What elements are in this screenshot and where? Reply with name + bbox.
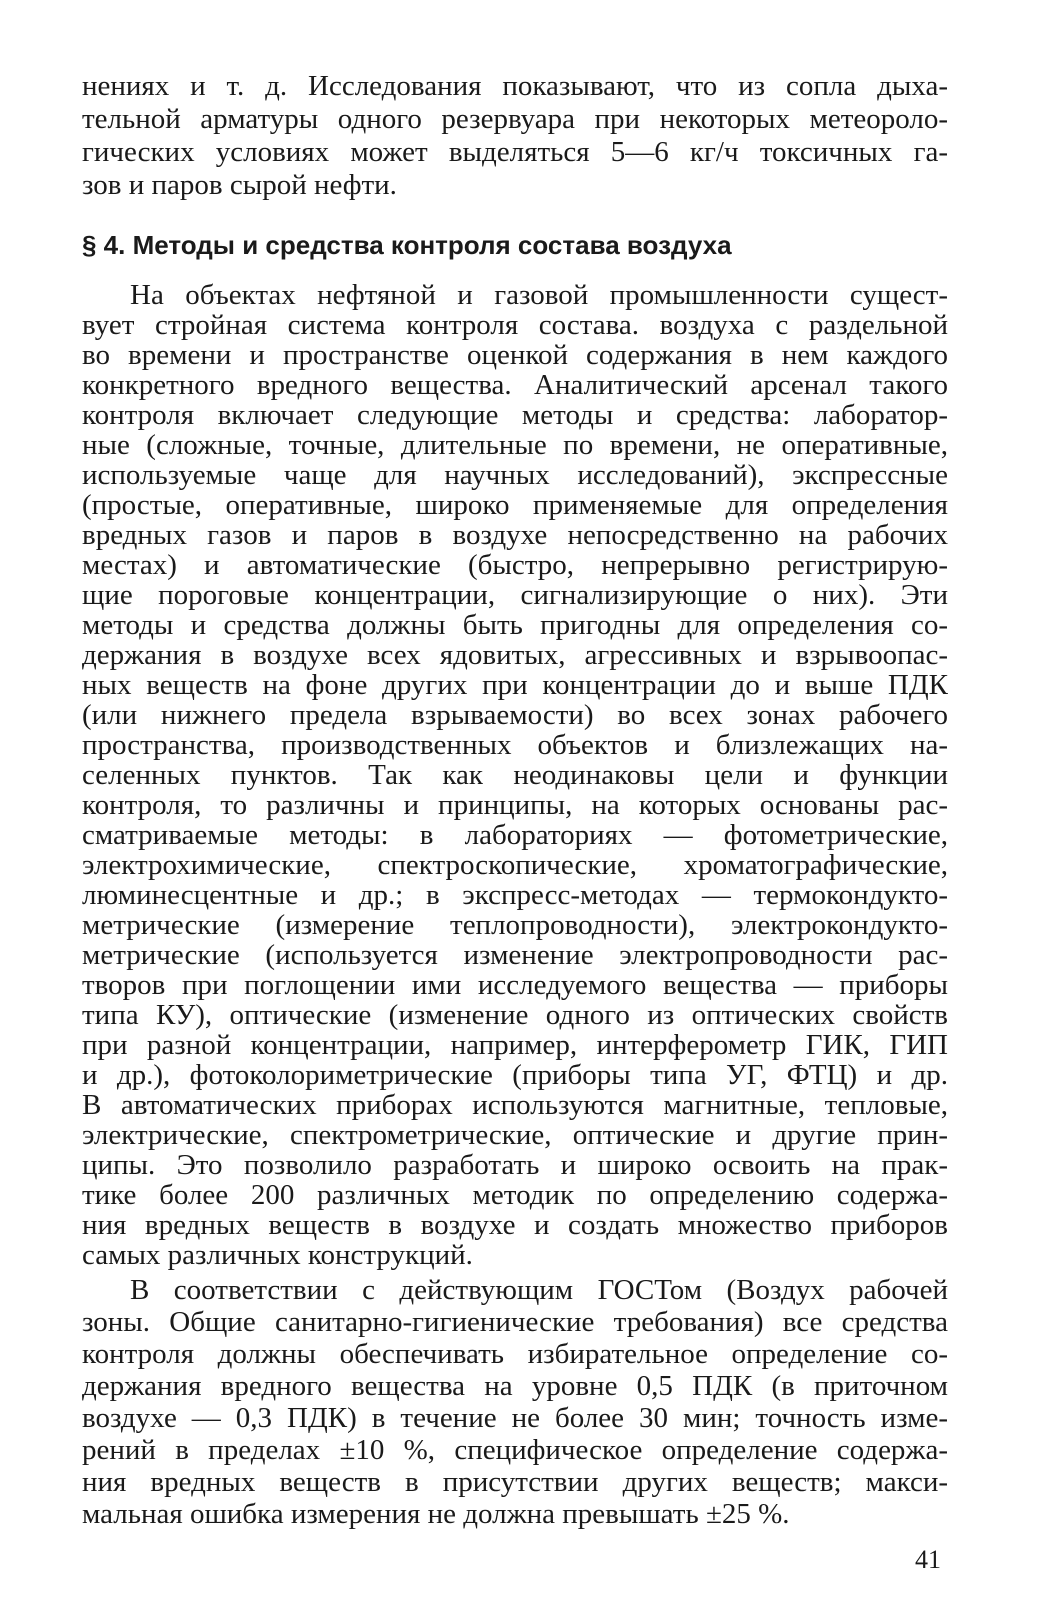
text-line: при разной концентрации, например, интерферометр ГИК, ГИП (82, 1029, 948, 1061)
text-line: электрохимические, спектроскопические, хроматографические, (82, 849, 948, 881)
text-line: самых различных конструкций. (82, 1239, 473, 1271)
text-line: (или нижнего предела взрываемости) во всех зонах рабочего (82, 699, 948, 731)
text-line: контроля, то различны и принципы, на которых основаны рас- (82, 789, 948, 821)
section-heading: § 4. Методы и средства контроля состава воздуха (82, 230, 732, 260)
page-number: 41 (915, 1545, 941, 1574)
text-line: местах) и автоматические (быстро, непрерывно регистрирую- (82, 549, 948, 581)
text-line: методы и средства должны быть пригодны для определения со- (82, 609, 948, 641)
text-line: зов и паров сырой нефти. (82, 169, 397, 201)
text-line: контроля включает следующие методы и средства: лаборатор- (82, 399, 948, 431)
text-line: На объектах нефтяной и газовой промышленности сущест- (130, 279, 948, 311)
text-line: мальная ошибка измерения не должна превышать ±25 %. (82, 1498, 790, 1530)
text-line: ния вредных веществ в воздухе и создать множество приборов (82, 1209, 948, 1241)
text-line: ные (сложные, точные, длительные по времени, не оперативные, (82, 429, 948, 461)
text-line: (простые, оперативные, широко применяемые для определения (82, 489, 948, 521)
text-line: метрические (используется изменение электропроводности рас- (82, 939, 948, 971)
text-line: пространства, производственных объектов и близлежащих на- (82, 729, 948, 761)
text-line: типа КУ), оптические (изменение одного из оптических свойств (82, 999, 948, 1031)
text-line: селенных пунктов. Так как неодинаковы цели и функции (82, 759, 948, 791)
text-line: конкретного вредного вещества. Аналитический арсенал такого (82, 369, 948, 401)
text-line: ния вредных веществ в присутствии других веществ; макси- (82, 1466, 948, 1498)
text-line: тельной арматуры одного резервуара при некоторых метеороло- (82, 103, 948, 135)
text-line: тике более 200 различных методик по определению содержа- (82, 1179, 948, 1211)
text-line: контроля должны обеспечивать избирательное определение со- (82, 1338, 948, 1370)
text-line: В соответствии с действующим ГОСТом (Воздух рабочей (130, 1274, 948, 1306)
text-line: воздухе — 0,3 ПДК) в течение не более 30 мин; точность изме- (82, 1402, 948, 1434)
text-line: ципы. Это позволило разработать и широко освоить на прак- (82, 1149, 948, 1181)
text-line: во времени и пространстве оценкой содержания в нем каждого (82, 339, 948, 371)
text-line: В автоматических приборах используются магнитные, тепловые, (82, 1089, 948, 1121)
text-line: используемые чаще для научных исследований), экспрессные (82, 459, 948, 491)
text-line: щие пороговые концентрации, сигнализирующие о них). Эти (82, 579, 948, 611)
text-line: и др.), фотоколориметрические (приборы типа УГ, ФТЦ) и др. (82, 1059, 948, 1091)
text-line: метрические (измерение теплопроводности), электрокондукто- (82, 909, 948, 941)
text-line: держания вредного вещества на уровне 0,5 ПДК (в приточном (82, 1370, 948, 1402)
text-line: электрические, спектрометрические, оптические и другие прин- (82, 1119, 948, 1151)
text-line: вредных газов и паров в воздухе непосредственно на рабочих (82, 519, 948, 551)
text-line: нениях и т. д. Исследования показывают, что из сопла дыха- (82, 70, 948, 102)
text-line: рений в пределах ±10 %, специфическое определение содержа- (82, 1434, 948, 1466)
text-line: сматриваемые методы: в лабораториях — фотометрические, (82, 819, 948, 851)
text-line: творов при поглощении ими исследуемого вещества — приборы (82, 969, 948, 1001)
text-line: зоны. Общие санитарно-гигиенические требования) все средства (82, 1306, 948, 1338)
text-line: держания в воздухе всех ядовитых, агрессивных и взрывоопас- (82, 639, 948, 671)
text-line: люминесцентные и др.; в экспресс-методах — термокондукто- (82, 879, 948, 911)
text-line: гических условиях может выделяться 5—6 кг/ч токсичных га- (82, 136, 948, 168)
text-line: ных веществ на фоне других при концентрации до и выше ПДК (82, 669, 948, 701)
text-line: вует стройная система контроля состава. воздуха с раздельной (82, 309, 948, 341)
